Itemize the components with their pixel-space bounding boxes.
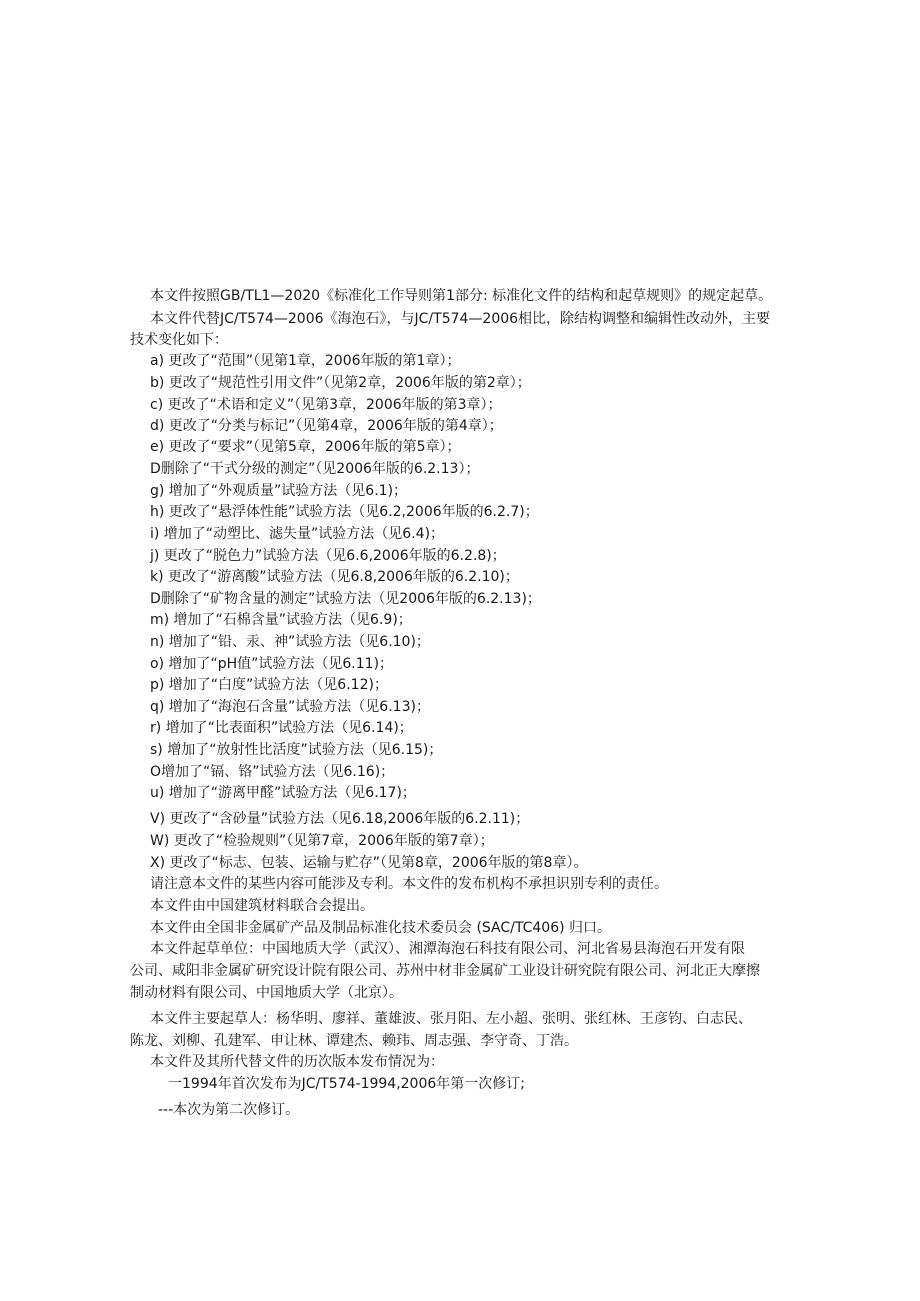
list-item: u) 增加了“游离甲醛”试验方法（见6.17)； bbox=[150, 785, 416, 801]
list-item: o) 增加了“pH值”试验方法（见6.11)； bbox=[150, 656, 394, 672]
list-item: D删除了“矿物含量的测定”试验方法（见2006年版的6.2.13)； bbox=[150, 591, 541, 607]
list-item: n) 增加了“铅、汞、神”试验方法（见6.10)； bbox=[150, 634, 430, 650]
list-item: j) 更改了“脱色力”试验方法（见6.6,2006年版的6.2.8)； bbox=[150, 548, 506, 564]
list-item: c) 更改了“术语和定义”（见第3章，2006年版的第3章）； bbox=[150, 397, 502, 413]
list-item: W) 更改了“检验规则”（见第7章，2006年版的第7章）； bbox=[150, 833, 494, 849]
list-item: s) 增加了“放射性比活度”试验方法（见6.15)； bbox=[150, 742, 443, 758]
list-item: e) 更改了“要求”（见第5章，2006年版的第5章）； bbox=[150, 439, 461, 455]
list-item: D删除了“干式分级的测定”（见2006年版的6.2.13）； bbox=[150, 461, 480, 477]
history-intro: 本文件及其所代替文件的历次版本发布情况为： bbox=[150, 1054, 444, 1070]
list-item: m) 增加了“石棉含量”试验方法（见6.9)； bbox=[150, 612, 412, 628]
history-item: ---本次为第二次修订。 bbox=[158, 1102, 300, 1118]
patent-note: 请注意本文件的某些内容可能涉及专利。本文件的发布机构不承担识别专利的责任。 bbox=[150, 876, 668, 892]
list-item: g) 增加了“外观质量”试验方法（见6.1)； bbox=[150, 483, 408, 499]
committee-note: 本文件由全国非金属矿产品及制品标准化技术委员会 (SAC/TC406) 归口。 bbox=[150, 920, 612, 936]
proposer-note: 本文件由中国建筑材料联合会提出。 bbox=[150, 898, 374, 914]
list-item: q) 增加了“海泡石含量”试验方法（见6.13)； bbox=[150, 699, 430, 715]
intro-line-1: 本文件按照GB/TL1—2020《标准化工作导则第1部分: 标准化文件的结构和起草规则》的规定起草。 bbox=[150, 288, 773, 304]
list-item: O增加了“镉、铬”试验方法（见6.16)； bbox=[150, 764, 395, 780]
drafting-units-line-3: 制动材料有限公司、中国地质大学（北京）。 bbox=[130, 985, 403, 1001]
intro-line-2: 本文件代替JC/T574—2006《海泡石》，与JC/T574—2006相比，除结构调整和编辑性改动外，主要 bbox=[150, 311, 771, 327]
history-item: 一1994年首次发布为JC/T574-1994,2006年第一次修订; bbox=[168, 1076, 525, 1092]
list-item: h) 更改了“悬浮体性能”试验方法（见6.2,2006年版的6.2.7)； bbox=[150, 504, 539, 520]
list-item: V) 更改了“含砂量”试验方法（见6.18,2006年版的6.2.11)； bbox=[150, 811, 530, 827]
drafting-units-line-1: 本文件起草单位：中国地质大学（武汉）、湘潭海泡石科技有限公司、河北省易县海泡石开发有限 bbox=[150, 941, 745, 957]
list-item: d) 更改了“分类与标记”（见第4章，2006年版的第4章）； bbox=[150, 418, 503, 434]
list-item: r) 增加了“比表面积”试验方法（见6.14)； bbox=[150, 720, 413, 736]
list-item: k) 更改了“游离酸”试验方法（见6.8,2006年版的6.2.10)； bbox=[150, 569, 519, 585]
list-item: b) 更改了“规范性引用文件”（见第2章，2006年版的第2章）； bbox=[150, 375, 531, 391]
list-item: i) 增加了“动塑比、滤失量”试验方法（见6.4)； bbox=[150, 526, 445, 542]
list-item: p) 增加了“白度”试验方法（见6.12)； bbox=[150, 677, 388, 693]
intro-line-3: 技术变化如下： bbox=[130, 332, 228, 348]
drafting-units-line-2: 公司、咸阳非金属矿研究设计院有限公司、苏州中材非金属矿工业设计研究院有限公司、河北正大摩擦 bbox=[130, 963, 760, 979]
list-item: X) 更改了“标志、包装、运输与贮存”（见第8章，2006年版的第8章）。 bbox=[150, 855, 588, 871]
drafters-line-2: 陈龙、刘柳、孔建军、申让林、谭建杰、赖玮、周志强、李守奇、丁浩。 bbox=[130, 1033, 578, 1049]
list-item: a) 更改了“范围”（见第1章，2006年版的第1章）； bbox=[150, 353, 461, 369]
drafters-line-1: 本文件主要起草人：杨华明、廖祥、董雄波、张月阳、左小超、张明、张红林、王彦钧、白志民、 bbox=[150, 1011, 752, 1027]
